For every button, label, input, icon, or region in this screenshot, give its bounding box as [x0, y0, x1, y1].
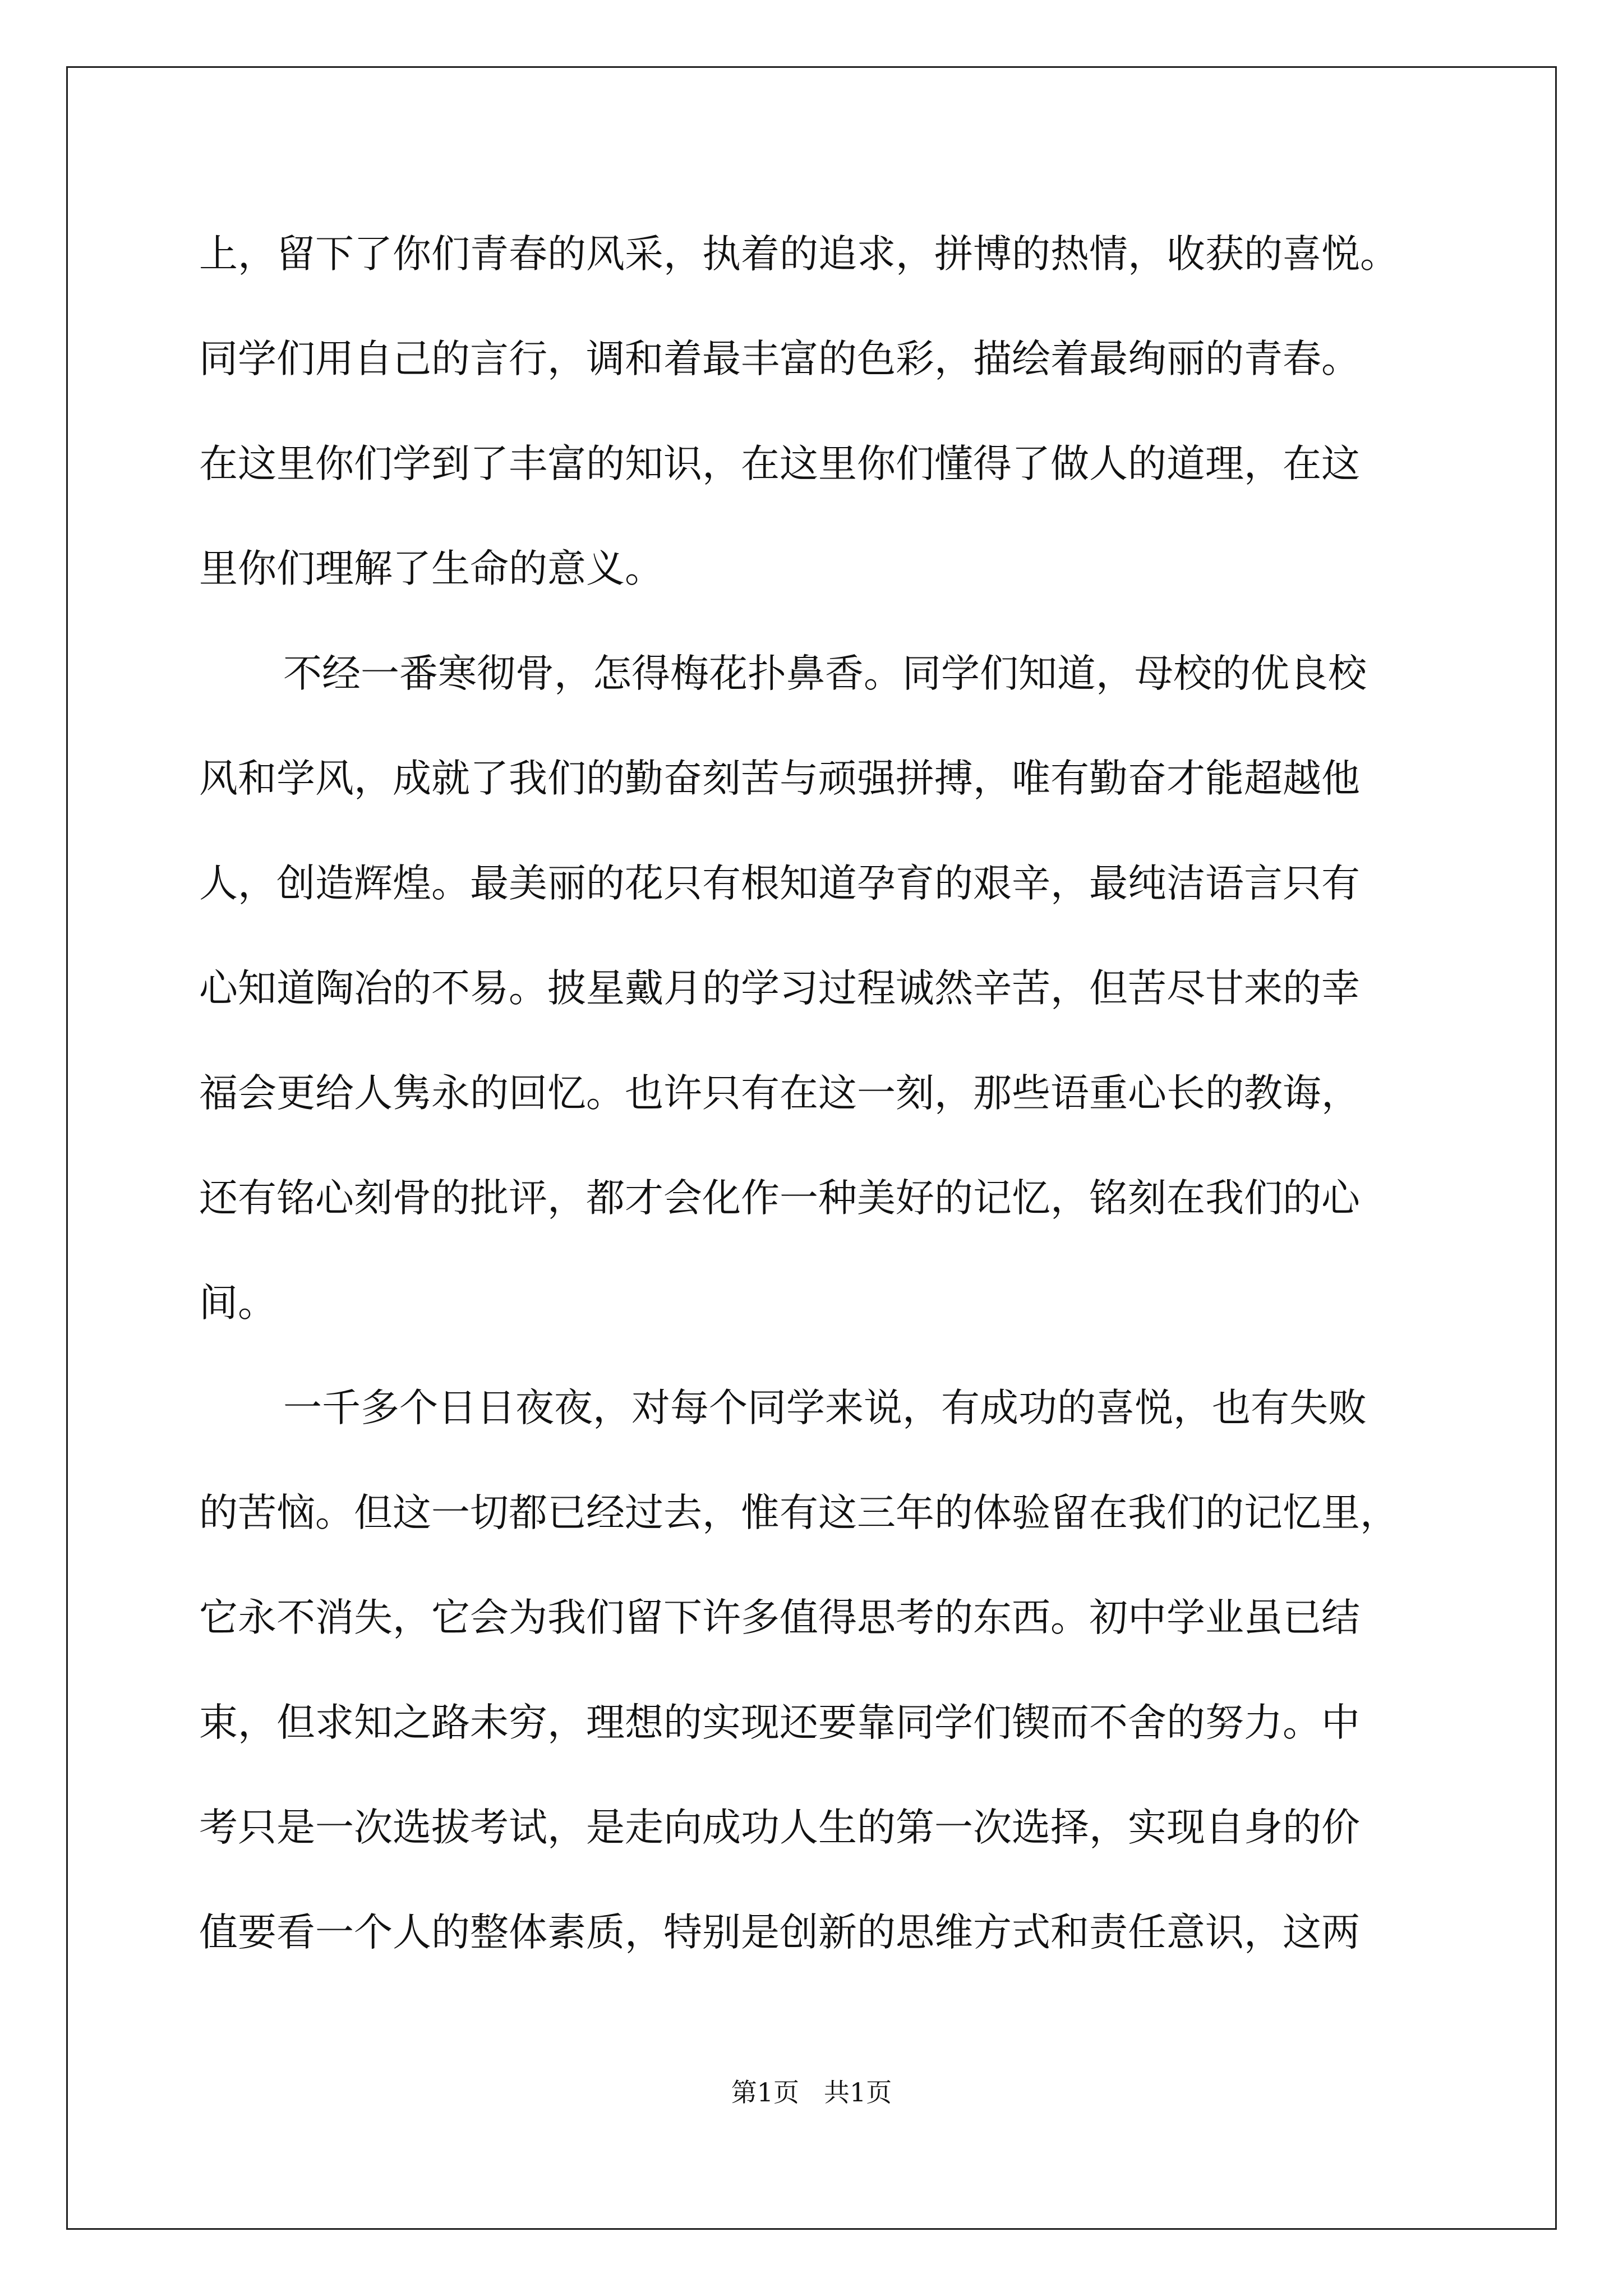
text-line: 它永不消失，它会为我们留下许多值得思考的东西。初中学业虽已结	[199, 1595, 1360, 1640]
text-line: 同学们用自己的言行，调和着最丰富的色彩，描绘着最绚丽的青春。	[199, 337, 1360, 381]
text-line: 福会更给人隽永的回忆。也许只有在这一刻，那些语重心长的教诲，	[199, 1071, 1360, 1116]
page-number-total: 共1页	[823, 2077, 892, 2108]
page-number-current: 第1页	[731, 2077, 800, 2108]
text-line: 考只是一次选拔考试，是走向成功人生的第一次选择，实现自身的价	[199, 1805, 1360, 1850]
text-line: 在这里你们学到了丰富的知识，在这里你们懂得了做人的道理，在这	[199, 441, 1360, 486]
text-line: 还有铭心刻骨的批评，都才会化作一种美好的记忆，铭刻在我们的心	[199, 1176, 1360, 1221]
document-body	[199, 202, 1427, 1985]
text-line: 里你们理解了生命的意义。	[199, 546, 663, 591]
text-line: 风和学风，成就了我们的勤奋刻苦与顽强拼搏，唯有勤奋才能超越他	[199, 756, 1360, 801]
page-footer	[0, 2076, 1623, 2109]
text-line: 间。	[199, 1281, 276, 1326]
text-line: 的苦恼。但这一切都已经过去，惟有这三年的体验留在我们的记忆里，	[199, 1490, 1399, 1535]
text-line: 束，但求知之路未穷，理想的实现还要靠同学们锲而不舍的努力。中	[199, 1700, 1360, 1745]
paragraph-first-line: 一千多个日日夜夜，对每个同学来说，有成功的喜悦，也有失败	[283, 1386, 1367, 1430]
text-line: 人，创造辉煌。最美丽的花只有根知道孕育的艰辛，最纯洁语言只有	[199, 861, 1360, 906]
text-line: 上，留下了你们青春的风采，执着的追求，拼博的热情，收获的喜悦。	[199, 232, 1399, 277]
text-line: 值要看一个人的整体素质，特别是创新的思维方式和责任意识，这两	[199, 1910, 1360, 1955]
text-line: 心知道陶冶的不易。披星戴月的学习过程诚然辛苦，但苦尽甘来的幸	[199, 966, 1360, 1011]
paragraph-first-line: 不经一番寒彻骨，怎得梅花扑鼻香。同学们知道，母校的优良校	[283, 651, 1367, 696]
